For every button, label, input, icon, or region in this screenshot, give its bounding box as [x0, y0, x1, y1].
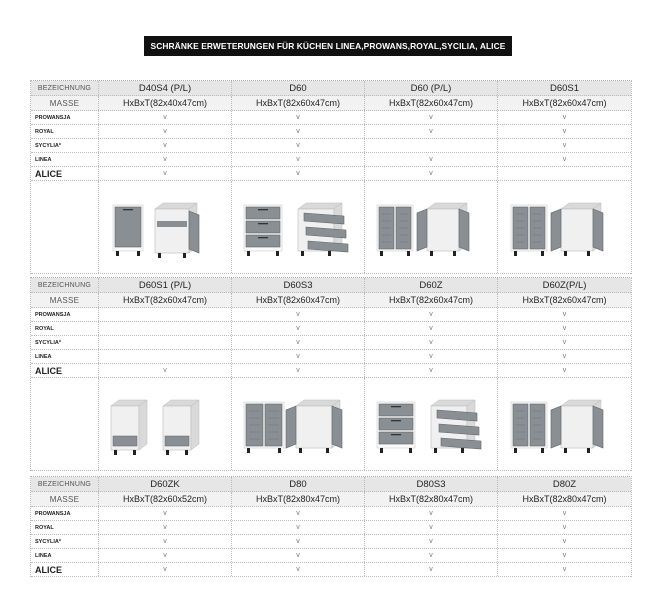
availability-mark: v [232, 364, 365, 377]
availability-row [31, 549, 631, 563]
availability-row [31, 535, 631, 549]
availability-mark: v [365, 535, 498, 548]
kitchen-line-label: LINEA [31, 153, 99, 166]
availability-mark: v [99, 167, 232, 180]
availability-mark: v [99, 125, 232, 138]
availability-mark [498, 167, 631, 180]
kitchen-line-label: PROWANSJA [31, 507, 99, 520]
availability-row [31, 322, 631, 336]
product-name: D60S3 [232, 278, 365, 292]
availability-mark: v [99, 563, 232, 576]
cabinet-image [232, 181, 365, 273]
masse-label: MASSE [31, 492, 99, 506]
availability-mark: v [562, 142, 567, 149]
availability-mark: v [562, 156, 567, 163]
availability-mark: v [232, 139, 365, 152]
availability-mark [99, 350, 232, 363]
availability-mark: v [562, 538, 567, 545]
kitchen-line-label: LINEA [31, 350, 99, 363]
availability-mark: v [365, 111, 498, 124]
availability-mark: v [232, 322, 365, 335]
cabinet-image [498, 378, 631, 470]
product-name: D80Z [552, 478, 577, 490]
availability-mark: v [562, 552, 567, 559]
product-name: D60 [232, 81, 365, 95]
cabinet-image [232, 378, 365, 470]
availability-mark: v [365, 549, 498, 562]
availability-mark: v [99, 521, 232, 534]
size-row [31, 96, 631, 111]
alice-label: ALICE [31, 364, 99, 377]
availability-row [31, 111, 631, 125]
availability-mark: v [99, 507, 232, 520]
availability-mark: v [232, 111, 365, 124]
product-size: HxBxT(82x60x52cm) [99, 492, 232, 506]
image-row-label [31, 181, 99, 273]
product-table-block [30, 80, 632, 274]
product-table-block [30, 476, 632, 577]
product-size: HxBxT(82x80x47cm) [232, 492, 365, 506]
availability-mark: v [232, 563, 365, 576]
availability-mark: v [232, 308, 365, 321]
availability-mark: v [232, 167, 365, 180]
availability-mark: v [562, 524, 567, 531]
product-size: HxBxT(82x40x47cm) [99, 96, 232, 110]
availability-mark: v [99, 111, 232, 124]
cabinet-image [498, 181, 631, 273]
product-name: D60Z(P/L) [542, 279, 587, 291]
availability-mark: v [365, 308, 498, 321]
cabinet-image [99, 181, 232, 273]
availability-mark: v [232, 535, 365, 548]
availability-row-alice [31, 167, 631, 181]
masse-label: MASSE [31, 293, 99, 307]
product-size: HxBxT(82x60x47cm) [522, 98, 607, 108]
availability-mark: v [562, 510, 567, 517]
product-size: HxBxT(82x60x47cm) [522, 295, 607, 305]
kitchen-line-label: ROYAL [31, 521, 99, 534]
availability-mark: v [562, 128, 567, 135]
product-name: D40S4 (P/L) [99, 81, 232, 95]
availability-mark: v [365, 167, 498, 180]
cabinet-image [365, 378, 498, 470]
availability-mark: v [562, 566, 567, 573]
availability-mark: v [365, 563, 498, 576]
availability-row [31, 308, 631, 322]
name-row [31, 477, 631, 492]
kitchen-line-label: PROWANSJA [31, 111, 99, 124]
size-row [31, 293, 631, 308]
availability-mark: v [562, 339, 567, 346]
availability-mark [99, 308, 232, 321]
kitchen-line-label: SYCYLIA* [31, 336, 99, 349]
bezeichnung-label: BEZEICHNUNG [31, 81, 99, 95]
availability-row [31, 507, 631, 521]
availability-mark [99, 322, 232, 335]
image-row-label [31, 378, 99, 470]
product-name: D60ZK [99, 477, 232, 491]
availability-mark: v [365, 322, 498, 335]
kitchen-line-label: PROWANSJA [31, 308, 99, 321]
product-name: D60 (P/L) [365, 81, 498, 95]
availability-mark: v [562, 353, 567, 360]
availability-row [31, 153, 631, 167]
availability-mark: v [99, 139, 232, 152]
availability-mark: v [365, 521, 498, 534]
availability-row [31, 336, 631, 350]
product-name: D80S3 [365, 477, 498, 491]
availability-mark: v [232, 153, 365, 166]
availability-mark: v [232, 507, 365, 520]
availability-mark: v [365, 125, 498, 138]
availability-mark: v [562, 367, 567, 374]
alice-label: ALICE [31, 167, 99, 180]
kitchen-line-label: LINEA [31, 549, 99, 562]
availability-row [31, 521, 631, 535]
product-name: D60Z [365, 278, 498, 292]
product-size: HxBxT(82x60x47cm) [99, 293, 232, 307]
bezeichnung-label: BEZEICHNUNG [31, 477, 99, 491]
availability-mark: v [232, 549, 365, 562]
availability-mark: v [365, 350, 498, 363]
product-size: HxBxT(82x80x47cm) [365, 492, 498, 506]
availability-mark [99, 336, 232, 349]
availability-mark: v [99, 364, 232, 377]
availability-mark: v [365, 153, 498, 166]
image-row [31, 181, 631, 274]
availability-row [31, 350, 631, 364]
alice-label: ALICE [31, 563, 99, 576]
page-title: SCHRÄNKE ERWETERUNGEN FÜR KÜCHEN LINEA,PROWANS,ROYAL,SYCILIA, ALICE [144, 36, 512, 56]
product-size: HxBxT(82x80x47cm) [522, 494, 607, 504]
bezeichnung-label: BEZEICHNUNG [31, 278, 99, 292]
availability-mark: v [232, 350, 365, 363]
name-row [31, 278, 631, 293]
availability-mark: v [365, 364, 498, 377]
availability-mark: v [562, 311, 567, 318]
product-name: D60S1 (P/L) [99, 278, 232, 292]
availability-mark: v [562, 114, 567, 121]
image-row [31, 378, 631, 471]
product-size: HxBxT(82x60x47cm) [365, 293, 498, 307]
cabinet-image [365, 181, 498, 273]
availability-mark: v [99, 549, 232, 562]
product-name: D80 [232, 477, 365, 491]
kitchen-line-label: ROYAL [31, 125, 99, 138]
availability-mark: v [232, 336, 365, 349]
product-size: HxBxT(82x60x47cm) [232, 96, 365, 110]
availability-row-alice [31, 563, 631, 577]
kitchen-line-label: SYCYLIA* [31, 139, 99, 152]
size-row [31, 492, 631, 507]
cabinet-image [99, 378, 232, 470]
availability-row [31, 139, 631, 153]
product-size: HxBxT(82x60x47cm) [232, 293, 365, 307]
name-row [31, 81, 631, 96]
availability-mark: v [99, 153, 232, 166]
masse-label: MASSE [31, 96, 99, 110]
availability-mark: v [232, 521, 365, 534]
kitchen-line-label: SYCYLIA* [31, 535, 99, 548]
availability-row [31, 125, 631, 139]
availability-mark: v [232, 125, 365, 138]
product-size: HxBxT(82x60x47cm) [365, 96, 498, 110]
availability-mark: v [365, 336, 498, 349]
availability-mark: v [562, 325, 567, 332]
kitchen-line-label: ROYAL [31, 322, 99, 335]
availability-mark: v [365, 507, 498, 520]
availability-row-alice [31, 364, 631, 378]
product-name: D60S1 [549, 82, 580, 94]
availability-mark: v [99, 535, 232, 548]
product-table-block [30, 277, 632, 471]
availability-mark [365, 139, 498, 152]
